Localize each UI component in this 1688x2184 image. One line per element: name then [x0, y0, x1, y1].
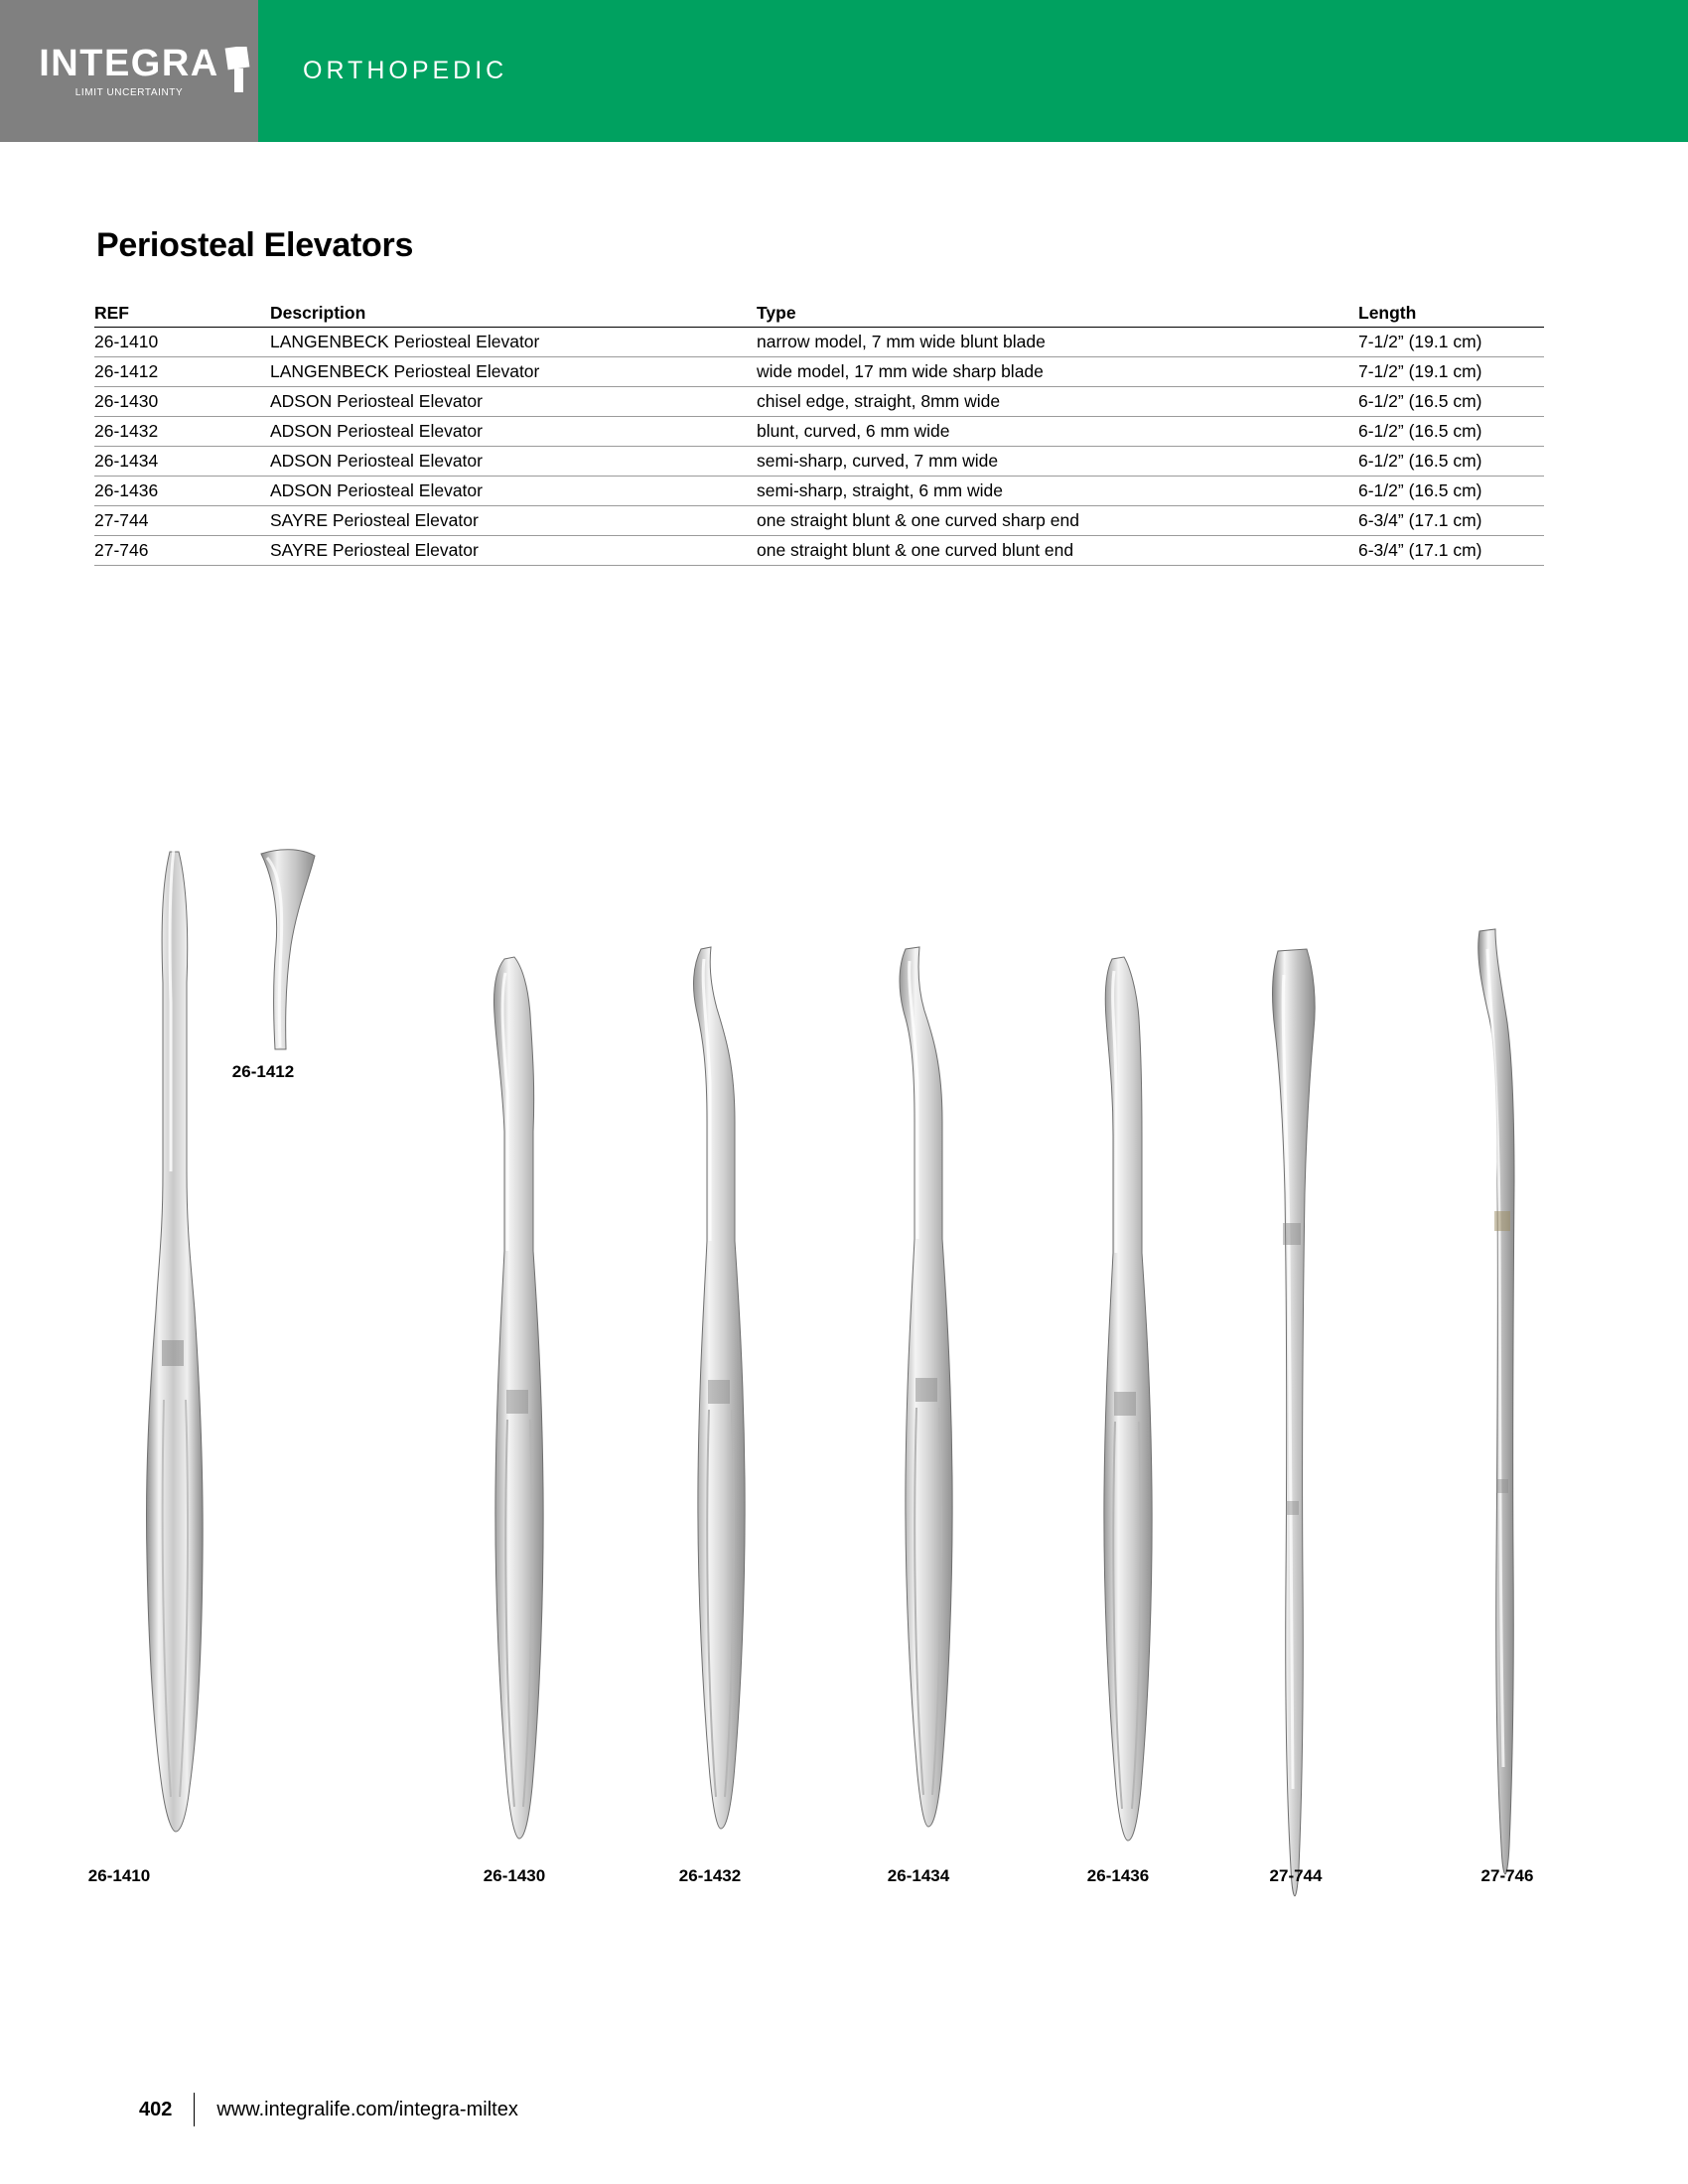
column-header-length: Length	[1358, 303, 1417, 323]
column-header-description: Description	[270, 303, 366, 323]
brand-name: INTEGRA	[39, 42, 219, 84]
cell-type: narrow model, 7 mm wide blunt blade	[757, 332, 1046, 351]
figure-label-26-1436: 26-1436	[1086, 1866, 1150, 1885]
product-figure-gallery	[0, 824, 1688, 1956]
cell-description: LANGENBECK Periosteal Elevator	[270, 361, 540, 381]
instrument-image-27-746	[1468, 923, 1537, 1916]
figure-label-27-744: 27-744	[1269, 1866, 1323, 1885]
cell-ref: 26-1430	[94, 391, 159, 411]
cell-ref: 26-1436	[94, 480, 159, 500]
instrument-image-27-744	[1259, 945, 1329, 1938]
cell-type: semi-sharp, curved, 7 mm wide	[757, 451, 999, 471]
cell-description: ADSON Periosteal Elevator	[270, 391, 483, 411]
cell-type: semi-sharp, straight, 6 mm wide	[757, 480, 1003, 500]
cell-length: 6-1/2” (16.5 cm)	[1358, 480, 1482, 500]
brand-tagline: LIMIT UNCERTAINTY	[74, 86, 184, 98]
table-row	[94, 417, 1544, 447]
footer-url: www.integralife.com/integra-miltex	[216, 2098, 518, 2120]
column-header-type: Type	[757, 303, 796, 323]
page-title: Periosteal Elevators	[96, 226, 414, 264]
cell-type: one straight blunt & one curved sharp end	[757, 510, 1079, 530]
cell-description: ADSON Periosteal Elevator	[270, 451, 483, 471]
cell-description: ADSON Periosteal Elevator	[270, 421, 483, 441]
table-header-row	[94, 300, 1544, 328]
cell-ref: 26-1410	[94, 332, 159, 351]
page-number: 402	[139, 2098, 173, 2120]
instrument-image-26-1432	[675, 943, 755, 1916]
cell-length: 7-1/2” (19.1 cm)	[1358, 361, 1482, 381]
page-footer	[0, 2065, 1688, 2184]
cell-length: 6-1/2” (16.5 cm)	[1358, 421, 1482, 441]
cell-length: 6-3/4” (17.1 cm)	[1358, 540, 1482, 560]
cell-description: SAYRE Periosteal Elevator	[270, 510, 479, 530]
cell-length: 6-3/4” (17.1 cm)	[1358, 510, 1482, 530]
cell-description: SAYRE Periosteal Elevator	[270, 540, 479, 560]
cell-type: one straight blunt & one curved blunt end	[757, 540, 1074, 560]
cell-ref: 26-1432	[94, 421, 159, 441]
figure-label-26-1412: 26-1412	[231, 1062, 295, 1081]
cell-type: chisel edge, straight, 8mm wide	[757, 391, 1001, 411]
cell-type: wide model, 17 mm wide sharp blade	[757, 361, 1044, 381]
cell-length: 7-1/2” (19.1 cm)	[1358, 332, 1482, 351]
table-row	[94, 536, 1544, 566]
cell-length: 6-1/2” (16.5 cm)	[1358, 451, 1482, 471]
figure-label-26-1430: 26-1430	[483, 1866, 546, 1885]
figure-label-26-1410: 26-1410	[87, 1866, 151, 1885]
cell-ref: 27-746	[94, 540, 149, 560]
cell-type: blunt, curved, 6 mm wide	[757, 421, 950, 441]
figure-label-26-1434: 26-1434	[887, 1866, 950, 1885]
product-table	[94, 300, 1544, 566]
table-row	[94, 328, 1544, 357]
instrument-image-26-1430	[475, 953, 554, 1926]
section-banner	[258, 0, 1688, 142]
footer-divider	[194, 2093, 195, 2126]
instrument-image-26-1412	[253, 846, 333, 1059]
cell-ref: 26-1412	[94, 361, 159, 381]
table-row	[94, 447, 1544, 477]
instrument-image-26-1434	[882, 941, 961, 1914]
table-row	[94, 357, 1544, 387]
instrument-image-26-1410	[129, 844, 218, 1926]
integra-square-icon	[223, 47, 253, 92]
cell-ref: 27-744	[94, 510, 149, 530]
cell-description: ADSON Periosteal Elevator	[270, 480, 483, 500]
section-title: ORTHOPEDIC	[303, 57, 508, 84]
brand-logo-block	[0, 0, 258, 142]
instrument-image-26-1436	[1082, 955, 1162, 1928]
figure-label-26-1432: 26-1432	[678, 1866, 742, 1885]
cell-description: LANGENBECK Periosteal Elevator	[270, 332, 540, 351]
table-row	[94, 387, 1544, 417]
page-header	[0, 0, 1688, 142]
table-row	[94, 506, 1544, 536]
column-header-ref: REF	[94, 303, 129, 323]
cell-length: 6-1/2” (16.5 cm)	[1358, 391, 1482, 411]
figure-label-27-746: 27-746	[1480, 1866, 1534, 1885]
cell-ref: 26-1434	[94, 451, 159, 471]
table-row	[94, 477, 1544, 506]
